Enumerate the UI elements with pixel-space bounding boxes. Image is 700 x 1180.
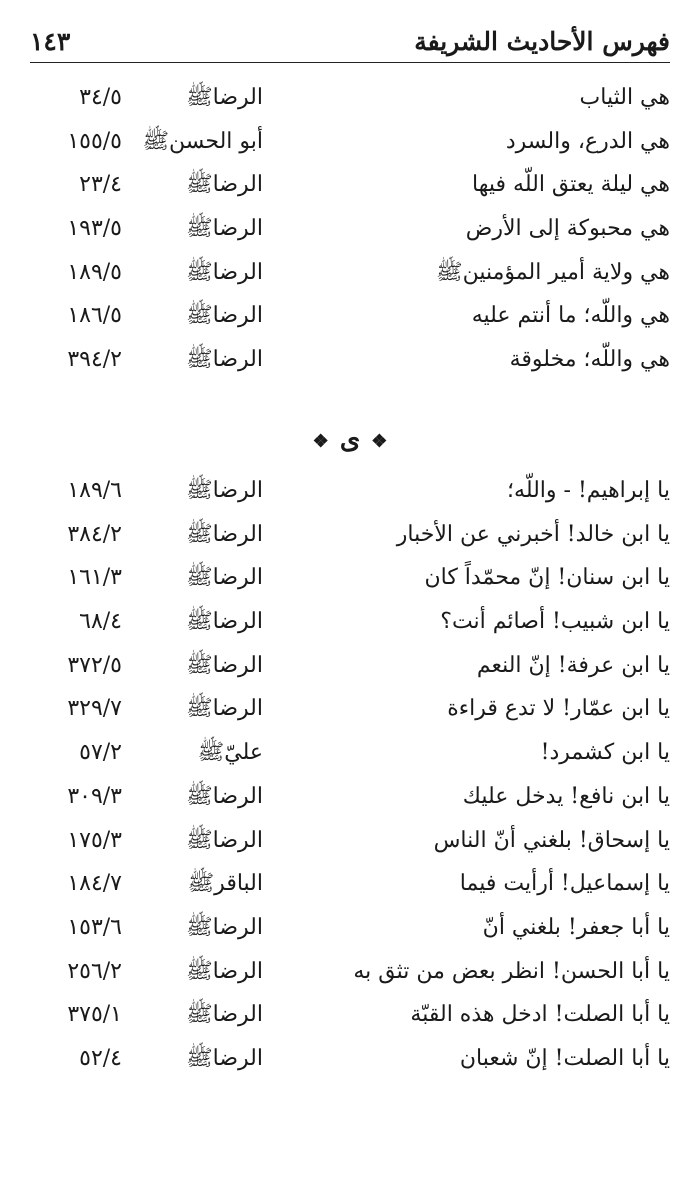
index-row (0, 469, 700, 513)
hadith-list-top (0, 76, 700, 382)
narrator-name: الرضاﷺ (186, 303, 263, 329)
narrator-name: الرضاﷺ (186, 85, 263, 110)
hadith-text: يا أبا جعفر! بلغني أنّ (482, 914, 670, 940)
narrator-name: الرضاﷺ (186, 827, 263, 853)
index-row (0, 775, 700, 819)
volume-page-ref: ١٨٤/٧ (67, 871, 122, 897)
volume-page-ref: ١٨٩/٥ (67, 259, 122, 285)
hadith-text: يا إسماعيل! أرأيت فيما (459, 871, 670, 897)
index-row (0, 600, 700, 644)
hadith-text: يا إسحاق! بلغني أنّ الناس (433, 827, 670, 853)
volume-page-ref: ٢٥٦/٢ (67, 958, 122, 984)
volume-page-ref: ١٥٥/٥ (67, 128, 122, 154)
hadith-text: يا ابن شبيب! أصائم أنت؟ (440, 609, 670, 635)
volume-page-ref: ١٧٥/٣ (67, 827, 122, 853)
index-row (0, 207, 700, 251)
hadith-text: يا أبا الصلت! إنّ شعبان (459, 1045, 670, 1071)
narrator-name: الرضاﷺ (186, 783, 263, 809)
narrator-name: الرضاﷺ (186, 521, 263, 547)
hadith-text: هي واللّه؛ ما أنتم عليه (471, 303, 670, 329)
hadith-text: يا ابن خالد! أخبرني عن الأخبار (396, 521, 670, 547)
index-row (0, 819, 700, 863)
section-letter: ى (339, 425, 361, 455)
narrator-name: الرضاﷺ (186, 958, 263, 984)
hadith-text: هي محبوكة إلى الأرض (465, 216, 670, 242)
narrator-name: الرضاﷺ (186, 565, 263, 591)
narrator-name: الباقرﷺ (187, 871, 263, 897)
index-row (0, 731, 700, 775)
page-title: فهرس الأحاديث الشريفة (414, 26, 670, 56)
volume-page-ref: ٥٧/٢ (79, 740, 122, 766)
volume-page-ref: ٣٢٩/٧ (67, 696, 122, 722)
narrator-name: أبو الحسنﷺ (142, 128, 263, 154)
index-row (0, 251, 700, 295)
index-row (0, 338, 700, 382)
narrator-name: الرضاﷺ (186, 259, 263, 285)
index-row (0, 513, 700, 557)
volume-page-ref: ١٨٦/٥ (67, 303, 122, 329)
index-row (0, 687, 700, 731)
narrator-name: الرضاﷺ (186, 609, 263, 635)
page-header (30, 22, 670, 60)
index-row (0, 1037, 700, 1081)
ornament-icon: ❖ (312, 430, 329, 452)
hadith-text: هي ليلة يعتق اللّه فيها (472, 172, 670, 198)
narrator-name: الرضاﷺ (186, 652, 263, 678)
hadith-text: يا ابن عرفة! إنّ النعم (476, 652, 670, 678)
narrator-name: الرضاﷺ (186, 172, 263, 198)
index-row (0, 294, 700, 338)
hadith-text: يا أبا الحسن! انظر بعض من تثق به (353, 958, 670, 984)
volume-page-ref: ٥٢/٤ (79, 1045, 122, 1071)
volume-page-ref: ٦٨/٤ (79, 609, 122, 635)
page-number: ١٤٣ (30, 26, 71, 56)
index-row (0, 556, 700, 600)
narrator-name: الرضاﷺ (186, 696, 263, 722)
volume-page-ref: ٣٤/٥ (79, 85, 122, 110)
hadith-text: يا ابن عمّار! لا تدع قراءة (447, 696, 670, 722)
narrator-name: الرضاﷺ (186, 1002, 263, 1028)
hadith-text: يا ابن نافع! يدخل عليك (462, 783, 670, 809)
index-row (0, 862, 700, 906)
narrator-name: عليّﷺ (197, 740, 263, 766)
hadith-text: هي الثياب (579, 85, 670, 110)
hadith-text: يا أبا الصلت! ادخل هذه القبّة (410, 1002, 670, 1028)
hadith-text: يا ابن كشمرد! (540, 740, 670, 766)
index-row (0, 120, 700, 164)
narrator-name: الرضاﷺ (186, 478, 263, 503)
hadith-text: يا ابن سنان! إنّ محمّداً كان (424, 565, 670, 591)
volume-page-ref: ١٩٣/٥ (67, 216, 122, 242)
volume-page-ref: ٢٣/٤ (79, 172, 122, 198)
index-row (0, 644, 700, 688)
volume-page-ref: ١٥٣/٦ (67, 914, 122, 940)
volume-page-ref: ٣٩٤/٢ (67, 347, 122, 373)
index-row (0, 163, 700, 207)
hadith-text: هي ولاية أمير المؤمنينﷺ (436, 259, 670, 285)
volume-page-ref: ٣٧٢/٥ (67, 652, 122, 678)
hadith-text: هي واللّه؛ مخلوقة (509, 347, 670, 373)
narrator-name: الرضاﷺ (186, 914, 263, 940)
hadith-text: هي الدرع، والسرد (505, 128, 670, 154)
index-row (0, 950, 700, 994)
narrator-name: الرضاﷺ (186, 347, 263, 373)
section-divider (0, 425, 700, 455)
volume-page-ref: ١٨٩/٦ (67, 478, 122, 503)
ornament-icon: ❖ (371, 430, 388, 452)
narrator-name: الرضاﷺ (186, 216, 263, 242)
volume-page-ref: ٣٧٥/١ (67, 1002, 122, 1028)
header-rule (30, 62, 670, 63)
volume-page-ref: ٣٠٩/٣ (67, 783, 122, 809)
hadith-list-ya (0, 469, 700, 1081)
narrator-name: الرضاﷺ (186, 1045, 263, 1071)
index-row (0, 76, 700, 120)
volume-page-ref: ٣٨٤/٢ (67, 521, 122, 547)
hadith-text: يا إبراهيم! - واللّه؛ (507, 478, 670, 503)
index-row (0, 993, 700, 1037)
volume-page-ref: ١٦١/٣ (67, 565, 122, 591)
index-row (0, 906, 700, 950)
